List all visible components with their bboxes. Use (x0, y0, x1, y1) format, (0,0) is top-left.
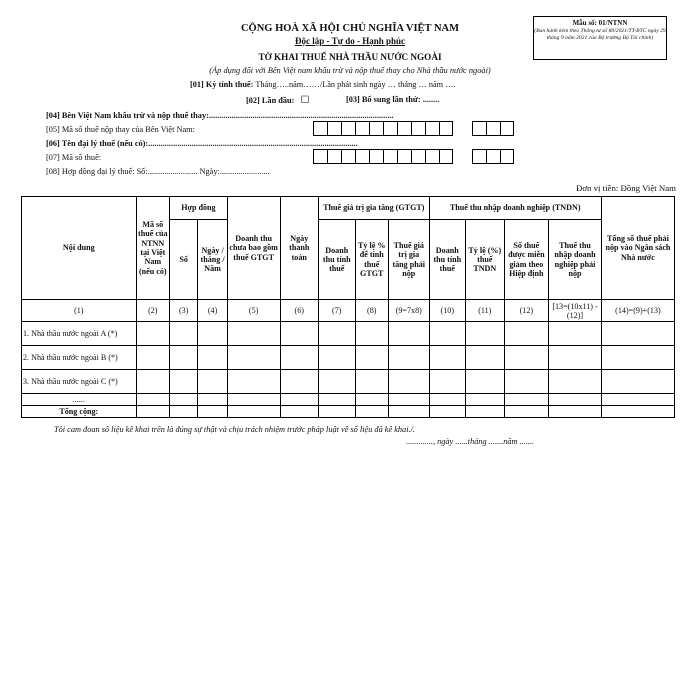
currency-unit: Đơn vị tiền: Đồng Việt Nam (576, 183, 676, 193)
header-vat-rate: Tỷ lệ % để tính thuế GTGT (355, 220, 388, 300)
table-row (22, 346, 675, 370)
field-07-label: [07] Mã số thuế: (46, 153, 102, 162)
first-time-checkbox[interactable]: ☐ (300, 95, 310, 106)
header-cit-exempt: Số thuế được miễn giảm theo Hiệp định (504, 220, 549, 300)
header-cit-rate: Tỷ lệ (%) thuế TNDN (466, 220, 505, 300)
tax-period-line (190, 80, 456, 89)
header-payment-date: Ngày thanh toán (280, 197, 319, 300)
col-number: (1) (22, 300, 137, 322)
col-number: (7) (319, 300, 356, 322)
header-cit-revenue: Doanh thu tính thuế (429, 220, 466, 300)
national-motto: Độc lập - Tự do - Hạnh phúc (294, 36, 405, 46)
col-number: (6) (280, 300, 319, 322)
field-05-tax-code-boxes[interactable] (313, 121, 453, 136)
table-row (22, 322, 675, 346)
nation-heading: CỘNG HOÀ XÃ HỘI CHỦ NGHĨA VIỆT NAM (240, 23, 460, 34)
field-05-label: [05] Mã số thuế nộp thay của Bên Việt Nam: (46, 125, 195, 134)
col-number: (12) (504, 300, 549, 322)
declaration-table (21, 196, 675, 418)
col-number: (8) (355, 300, 388, 322)
form-code: Mẫu số: 01/NTNN (572, 19, 628, 27)
supplement-value[interactable]: ........ (422, 95, 440, 104)
first-time-line (246, 95, 309, 106)
header-cit: Thuế thu nhập doanh nghiệp (TNDN) (429, 197, 601, 220)
col-number: (5) (227, 300, 280, 322)
col-number: (9=7x8) (388, 300, 429, 322)
header-tax-code: Mã số thuế của NTNN tại Việt Nam (nếu có) (136, 197, 169, 300)
header-cit-payable: Thuế thu nhập doanh nghiệp phải nộp (549, 220, 602, 300)
row-label: 3. Nhà thầu nước ngoài C (*) (22, 370, 137, 394)
header-vat: Thuế giá trị gia tăng (GTGT) (319, 197, 430, 220)
col-number: (14)=(9)+(13) (601, 300, 674, 322)
total-label: Tổng cộng: (22, 406, 137, 418)
col-number: (2) (136, 300, 169, 322)
header-contract: Hợp đồng (170, 197, 228, 220)
header-contract-date: Ngày / tháng / Năm (198, 220, 227, 300)
tax-period-label: [01] Kỳ tính thuế: (190, 80, 254, 89)
form-legal-note: (Ban hành kèm theo Thông tư số 80/2021/TT-BTC ngày 29 tháng 9 năm 2021 của Bộ trưởng Bộ Tài chính) (534, 28, 666, 42)
header-content: Nội dung (22, 197, 137, 300)
supplement-label: [03] Bổ sung lần thứ: (346, 95, 421, 104)
column-number-row (22, 300, 675, 322)
tax-period-text: Tháng…..năm……/Lần phát sinh ngày … tháng … năm …. (255, 80, 456, 89)
header-total-payable: Tổng số thuế phải nộp vào Ngân sách Nhà nước (601, 197, 674, 300)
field-05-branch-boxes[interactable] (472, 121, 514, 136)
col-number: [13=(10x11) -(12)] (549, 300, 602, 322)
col-number: (3) (170, 300, 198, 322)
col-number: (11) (466, 300, 505, 322)
field-08: [08] Hợp đồng đại lý thuế: Số:........................ Ngày:........................ (46, 167, 270, 176)
row-label: 1. Nhà thầu nước ngoài A (*) (22, 322, 137, 346)
col-number: (10) (429, 300, 466, 322)
total-row (22, 406, 675, 418)
header-vat-payable: Thuế giá trị gia tăng phải nộp (388, 220, 429, 300)
field-07-branch-boxes[interactable] (472, 149, 514, 164)
table-row (22, 394, 675, 406)
table-row (22, 370, 675, 394)
row-label: 2. Nhà thầu nước ngoài B (*) (22, 346, 137, 370)
form-title: TỜ KHAI THUẾ NHÀ THẦU NƯỚC NGOÀI (258, 52, 442, 62)
first-time-label: [02] Lần đầu: (246, 96, 295, 105)
field-06: [06] Tên đại lý thuế (nếu có):..................................................................................................... (46, 139, 358, 148)
col-number: (4) (198, 300, 227, 322)
header-vat-revenue: Doanh thu tính thuế (319, 220, 356, 300)
supplement-line (346, 95, 439, 104)
header-contract-number: Số (170, 220, 198, 300)
commitment-statement: Tôi cam đoan số liệu kê khai trên là đúng sự thật và chịu trách nhiệm trước pháp luật về số liệu đã kê khai./. (54, 425, 415, 434)
row-label: ...... (22, 394, 137, 406)
header-revenue: Doanh thu chưa bao gồm thuế GTGT (227, 197, 280, 300)
field-07-tax-code-boxes[interactable] (313, 149, 453, 164)
field-04: [04] Bên Việt Nam khấu trừ và nộp thuế thay:......................................................................................... (46, 111, 394, 120)
form-subtitle: (Áp dụng đối với Bên Việt nam khấu trừ và nộp thuế thay cho Nhà thầu nước ngoài) (209, 66, 491, 75)
signature-date-line: ............., ngày ......tháng .......năm ....... (406, 437, 535, 446)
